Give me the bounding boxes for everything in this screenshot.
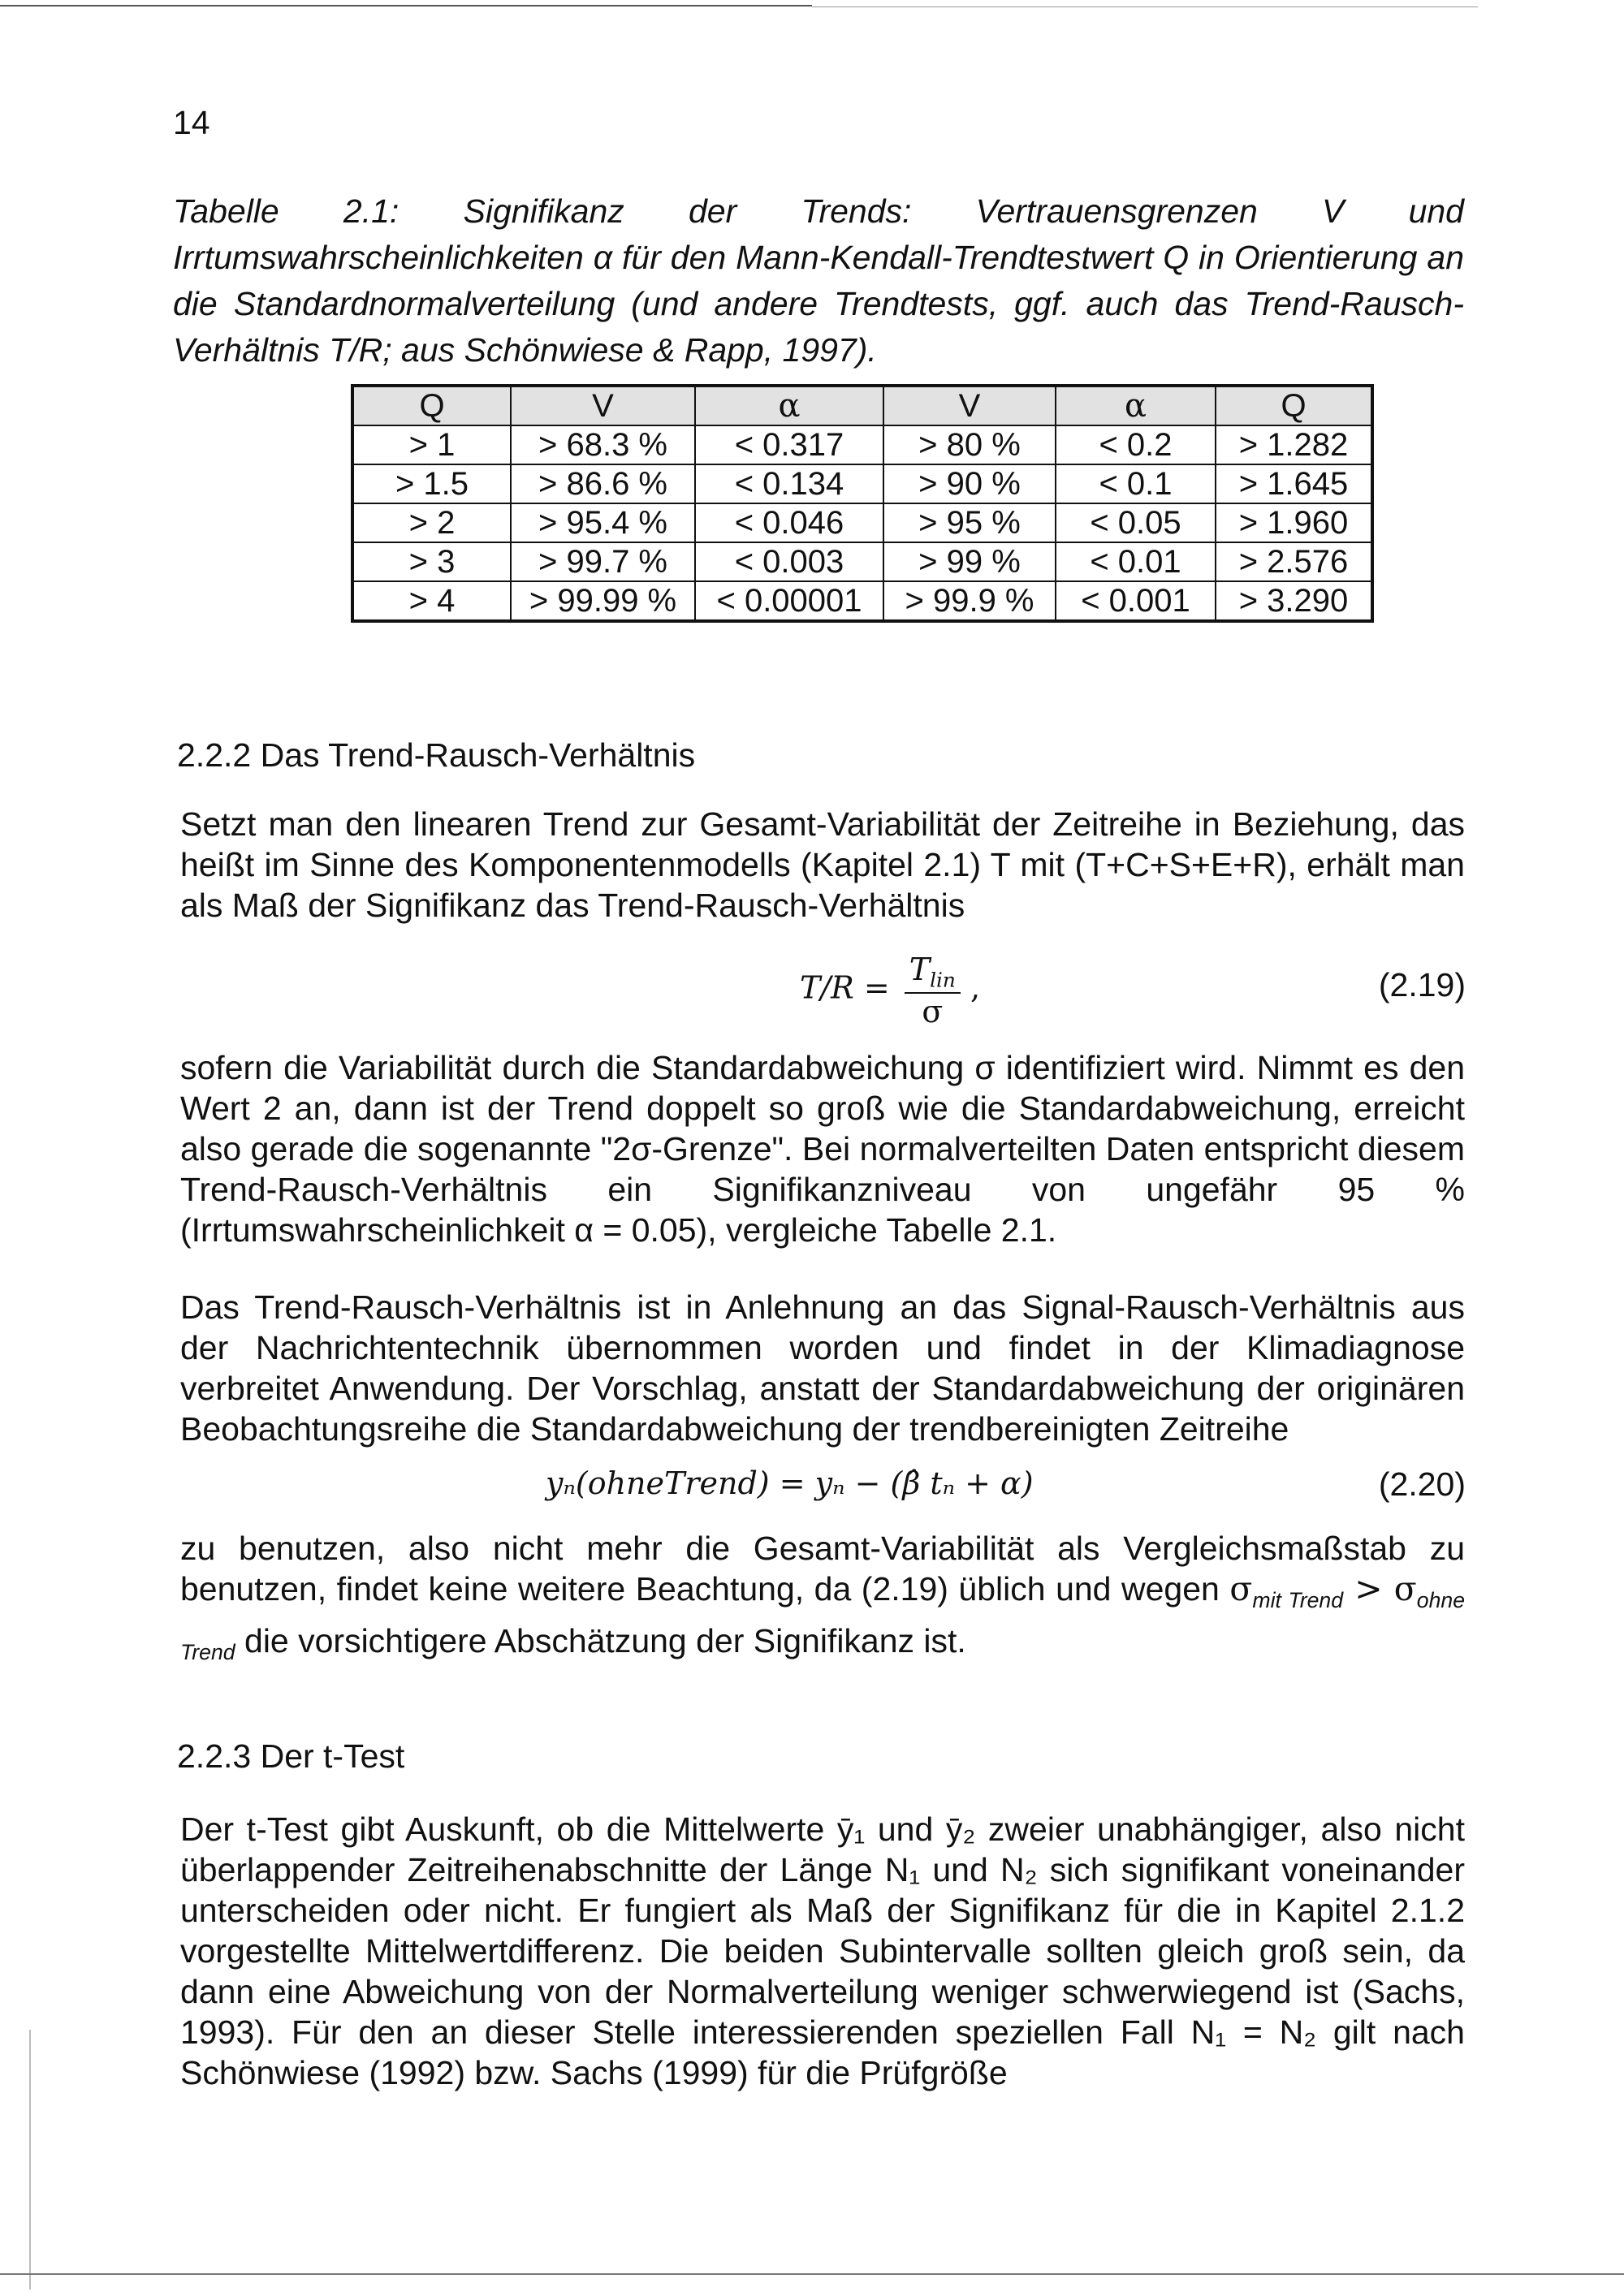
table-caption: Tabelle 2.1: Signifikanz der Trends: Vertrauensgrenzen V und Irrtumswahrscheinlichkeiten α für den Mann-Kendall-Trendtestwert Q in Orientierung an die Standardnormalverteilung (und andere Trendtests, ggf. auch das Trend-Rausch-Verhältnis T/R; aus Schönwiese & Rapp, 1997). [173,192,1464,369]
table-cell: > 86.6 % [511,464,695,503]
table-header-row [352,386,1372,425]
sigma-symbol: σ [1393,1569,1417,1608]
paragraph-standard-deviation: sofern die Variabilität durch die Standardabweichung σ identifiziert wird. Nimmt es den Wert 2 an, dann ist der Trend doppelt so groß wie die Standardabweichung, erreicht also gerade die sogenannte "2σ-Grenze". Bei normalverteilten Daten entspricht diesem Trend-Rausch-Verhältnis ein Signifikanzniveau von ungefähr 95 % (Irrtumswahrscheinlichkeit α = 0.05), vergleiche Tabelle 2.1. [180,1049,1465,1249]
table-cell: > 1.645 [1216,464,1372,503]
section-heading-2-2-2: 2.2.2 Das Trend-Rausch-Verhältnis [177,736,696,774]
scan-bottom-rule [0,2273,1624,2275]
sigma-subscript: ohne Trend [180,1588,1466,1665]
table-cell: > 3.290 [1216,581,1372,621]
table-header-v: V [883,386,1056,425]
fraction-denominator: σ [922,993,944,1029]
table-header-v: V [511,386,695,425]
table-cell: > 95.4 % [511,503,695,542]
sigma-subscript: mit Trend [1252,1588,1344,1613]
table-cell: > 2.576 [1216,542,1372,581]
table-cell: < 0.134 [695,464,883,503]
greater-than-symbol: > [1343,1569,1394,1608]
table-cell: < 0.2 [1056,425,1216,464]
table-cell: > 99.9 % [883,581,1056,621]
table-header-alpha: α [695,386,883,425]
paragraph-signal-noise: Das Trend-Rausch-Verhältnis ist in Anlehnung an das Signal-Rausch-Verhältnis aus der Nachrichtentechnik übernommen worden und findet in der Klimadiagnose verbreitet Anwendung. Der Vorschlag, anstatt der Standardabweichung der originären Beobachtungsreihe die Standardabweichung der trendbereinigten Zeitreihe [180,1288,1465,1448]
table-cell: > 1 [352,425,511,464]
equation-2-19-lhs: T/R = [800,969,890,1006]
table-cell: < 0.00001 [695,581,883,621]
equation-2-20: yₙ(ohneTrend) = yₙ − (β̂ tₙ + α) [546,1465,1034,1501]
equation-2-19 [800,952,980,1029]
table-cell: < 0.317 [695,425,883,464]
table-cell: > 2 [352,503,511,542]
table-cell: > 95 % [883,503,1056,542]
paragraph-text: zu benutzen, also nicht mehr die Gesamt-Variabilität als Vergleichsmaßstab zu benutzen, findet keine weitere Beachtung, da (2.19) üblich und wegen [180,1530,1465,1608]
equation-number-2-20: (2.20) [1378,1465,1466,1503]
table-header-alpha: α [1056,386,1216,425]
section-heading-2-2-3: 2.2.3 Der t-Test [177,1737,405,1775]
table-header-q: Q [1216,386,1372,425]
table-row [352,464,1372,503]
table-cell: > 1.960 [1216,503,1372,542]
scan-top-rule-right [812,6,1478,7]
paragraph-t-test: Der t-Test gibt Auskunft, ob die Mittelwerte ȳ₁ und ȳ₂ zweier unabhängiger, also nicht überlappender Zeitreihenabschnitte der Länge N₁ und N₂ sich signifikant voneinander unterscheiden oder nicht. Er fungiert als Maß der Signifikanz für die in Kapitel 2.1.2 vorgestellte Mittelwertdifferenz. Die beiden Subintervalle sollten gleich groß sein, da dann eine Abweichung von der Normalverteilung weniger schwerwiegend ist (Sachs, 1993). Für den an dieser Stelle interessierenden speziellen Fall N₁ = N₂ gilt nach Schönwiese (1992) bzw. Sachs (1999) für die Prüfgröße [180,1810,1465,2091]
table-cell: > 90 % [883,464,1056,503]
table-cell: > 4 [352,581,511,621]
paragraph-detrended-variability [180,1528,1465,1672]
table-header-q: Q [352,386,511,425]
table-cell: > 1.282 [1216,425,1372,464]
table-cell: > 80 % [883,425,1056,464]
significance-table [351,384,1374,623]
paragraph-text: die vorsichtigere Abschätzung der Signifikanz ist. [235,1622,966,1660]
fraction-numerator: $T_{lin}$ [905,952,961,994]
table-cell: < 0.046 [695,503,883,542]
equation-2-19-comma: , [970,969,981,1006]
table-row [352,425,1372,464]
table-cell: < 0.003 [695,542,883,581]
table-cell: > 99 % [883,542,1056,581]
table-cell: > 3 [352,542,511,581]
table-row [352,503,1372,542]
paragraph-trend-noise-intro: Setzt man den linearen Trend zur Gesamt-Variabilität der Zeitreihe in Beziehung, das heißt im Sinne des Komponentenmodells (Kapitel 2.1) T mit (T+C+S+E+R), erhält man als Maß der Signifikanz das Trend-Rausch-Verhältnis [180,805,1465,924]
table-cell: < 0.1 [1056,464,1216,503]
scan-top-rule [0,5,812,6]
table-row [352,581,1372,621]
table-cell: < 0.01 [1056,542,1216,581]
table-cell: < 0.05 [1056,503,1216,542]
table-cell: > 99.99 % [511,581,695,621]
table-cell: > 68.3 % [511,425,695,464]
table-cell: > 99.7 % [511,542,695,581]
page-number: 14 [173,104,210,141]
table-row [352,542,1372,581]
table-cell: > 1.5 [352,464,511,503]
equation-number-2-19: (2.19) [1378,966,1466,1003]
equation-2-19-fraction [905,952,961,1029]
scan-left-margin-rule [29,2030,31,2290]
sigma-symbol: σ [1229,1569,1253,1608]
table-cell: < 0.001 [1056,581,1216,621]
